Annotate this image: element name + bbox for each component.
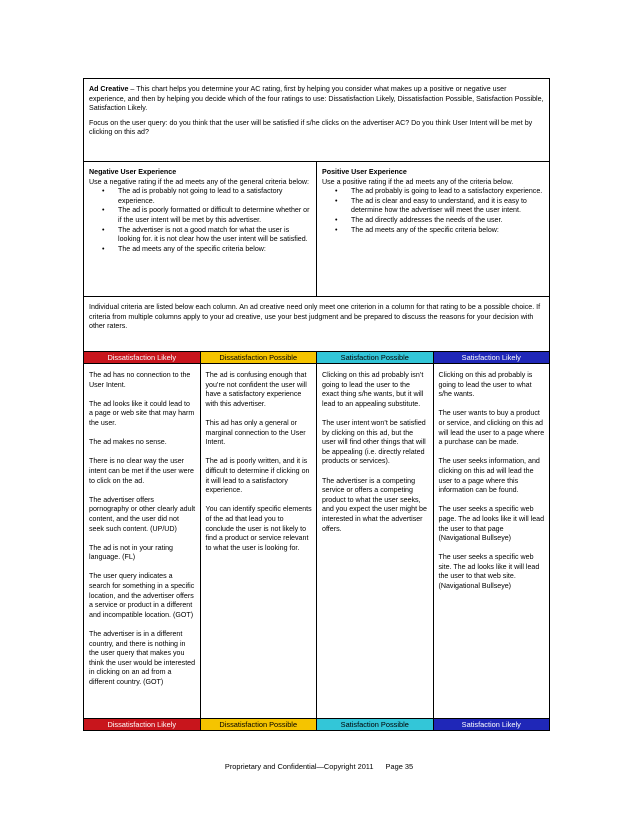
bullet-icon: • [335, 187, 338, 196]
rating-header-dissatisfaction-likely: Dissatisfaction Likely [84, 719, 201, 730]
criteria-bullet [322, 187, 544, 197]
rating-header-dissatisfaction-possible: Dissatisfaction Possible [201, 719, 318, 730]
criteria-bullet [322, 226, 544, 236]
criteria-column-satisfaction-possible [317, 364, 434, 718]
bullet-icon: • [335, 225, 338, 234]
positive-bullets [322, 187, 544, 235]
intro-text: – This chart helps you determine your AC rating, first by helping you consider what makes up a positive or negative user experience, and then by helping you decide which of the four ratings to use: Dissatisfaction Likely, Dissatisfaction Possible, Satisfaction Possible, Satisfaction Likely. [89, 85, 544, 113]
rating-header-dissatisfaction-possible: Dissatisfaction Possible [201, 352, 318, 363]
criterion-item: You can identify specific elements of the ad that lead you to conclude the user is not likely to find a product or service relevant to what the user is looking for. [205, 505, 312, 552]
criterion-item: The advertiser is in a different country, and there is nothing in the user query that makes you think the user would be interested in clicking on an ad from a different country. (GOT) [89, 630, 196, 686]
positive-experience [316, 162, 549, 296]
bullet-text: The ad meets any of the specific criteria below: [351, 225, 499, 234]
bullet-text: The ad probably is going to lead to a satisfactory experience. [351, 187, 543, 196]
bullet-icon: • [335, 196, 338, 205]
criterion-item: This ad has only a general or marginal connection to the User Intent. [205, 418, 306, 447]
criterion-item: The advertiser offers pornography or other clearly adult content, and the user did not seek such content. (UP/UD) [89, 495, 196, 533]
rating-header-satisfaction-likely: Satisfaction Likely [434, 719, 550, 730]
intro-section [84, 79, 549, 162]
instructions-text: Individual criteria are listed below each column. An ad creative need only meet one criterion in a column for that rating to be a possible choice. If criteria from multiple columns apply to your ad creative, use your best judgment and be prepared to discuss the reasons for your decision with other raters. [89, 303, 541, 331]
bullet-icon: • [102, 187, 105, 196]
criterion-item: The advertiser is a competing service or offers a competing product to what the user seeks, and you expect the user might be interested in what the advertiser offers. [322, 476, 427, 533]
criteria-column-satisfaction-likely [434, 364, 550, 718]
intro-label: Ad Creative [89, 85, 129, 93]
bullet-icon: • [102, 206, 105, 215]
experience-section [84, 162, 549, 297]
criterion-item: The user seeks information, and clicking on this ad will lead the user to a page where this information can be found. [438, 457, 540, 495]
criterion-item: The ad makes no sense. [89, 438, 167, 447]
rating-header-bottom [84, 718, 549, 730]
criterion-item: The user wants to buy a product or service, and clicking on this ad will lead the user to a page where a purchase can be made. [438, 409, 545, 447]
rating-criteria-grid [84, 364, 549, 718]
negative-title: Negative User Experience [89, 168, 177, 176]
criterion-item: Clicking on this ad probably isn’t going to lead the user to the exact thing s/he wants, but it will lead to an appealing substitute. [322, 371, 424, 408]
criteria-bullet [89, 187, 311, 206]
criteria-bullet [322, 216, 544, 226]
positive-title: Positive User Experience [322, 168, 407, 176]
criteria-bullet [89, 206, 311, 225]
criteria-bullet [89, 245, 311, 255]
criterion-item: The ad looks like it could lead to a page or web site that may harm the user. [89, 399, 195, 427]
positive-subtitle: Use a positive rating if the ad meets any of the criteria below. [322, 177, 514, 186]
bullet-text: The ad is poorly formatted or difficult to determine whether or if the user intent will be met by this advertiser. [118, 206, 310, 224]
bullet-text: The advertiser is not a good match for what the user is looking for. it is not clear how the user intent will be satisfied. [118, 225, 308, 244]
page-footer [0, 762, 638, 772]
bullet-icon: • [102, 244, 105, 253]
negative-bullets [89, 187, 311, 254]
rating-header-top [84, 352, 549, 364]
rating-header-satisfaction-likely: Satisfaction Likely [434, 352, 550, 363]
page-number: Page 35 [385, 762, 414, 771]
bullet-text: The ad is clear and easy to understand, and it is easy to determine how the advertiser will meet the user intent. [351, 196, 527, 215]
criterion-item: The ad has no connection to the User Intent. [89, 371, 191, 389]
intro-paragraph [89, 85, 544, 114]
bullet-icon: • [335, 215, 338, 224]
negative-experience [84, 162, 316, 296]
criterion-item: There is no clear way the user intent can be met if the user were to click on the ad. [89, 457, 194, 485]
criterion-item: Clicking on this ad probably is going to lead the user to what s/he wants. [438, 371, 533, 399]
criterion-item: The user intent won’t be satisfied by clicking on this ad, but the user will find other things that will be appealing (i.e. directly related products or services). [322, 418, 426, 466]
criteria-bullet [322, 197, 544, 216]
rating-header-satisfaction-possible: Satisfaction Possible [317, 719, 434, 730]
rating-header-dissatisfaction-likely: Dissatisfaction Likely [84, 352, 201, 363]
negative-subtitle: Use a negative rating if the ad meets any of the general criteria below: [89, 177, 310, 186]
focus-paragraph: Focus on the user query: do you think that the user will be satisfied if s/he clicks on the advertiser AC? Do you think User Intent will be met by clicking on this ad? [89, 118, 533, 137]
criteria-bullet [89, 226, 311, 245]
bullet-icon: • [102, 225, 105, 234]
criteria-column-dissatisfaction-possible [201, 364, 318, 718]
criterion-item: The user query indicates a search for something in a specific location, and the advertiser offers a service or product in a different and incompatible location. (GOT) [89, 572, 195, 619]
criterion-item: The ad is poorly written, and it is difficult to determine if clicking on it will lead to a satisfactory experience. [205, 457, 310, 495]
footer-copyright: Proprietary and Confidential—Copyright 2011 [224, 762, 374, 771]
criterion-item: The ad is not in your rating language. (FL) [89, 543, 173, 562]
bullet-text: The ad directly addresses the needs of the user. [351, 215, 503, 224]
criterion-item: The user seeks a specific web page. The ad looks like it will lead the user to that page (Navigational Bullseye) [438, 505, 545, 543]
rating-header-satisfaction-possible: Satisfaction Possible [317, 352, 434, 363]
criteria-column-dissatisfaction-likely [84, 364, 201, 718]
criterion-item: The user seeks a specific web site. The ad looks like it will lead the user to that web site. (Navigational Bullseye) [438, 553, 540, 591]
ac-rating-chart [83, 78, 550, 731]
bullet-text: The ad meets any of the specific criteria below: [118, 244, 266, 253]
instructions-section [84, 297, 549, 352]
bullet-text: The ad is probably not going to lead to a satisfactory experience. [118, 187, 283, 205]
criterion-item: The ad is confusing enough that you’re not confident the user will have a satisfactory experience with this advertiser. [205, 371, 307, 408]
